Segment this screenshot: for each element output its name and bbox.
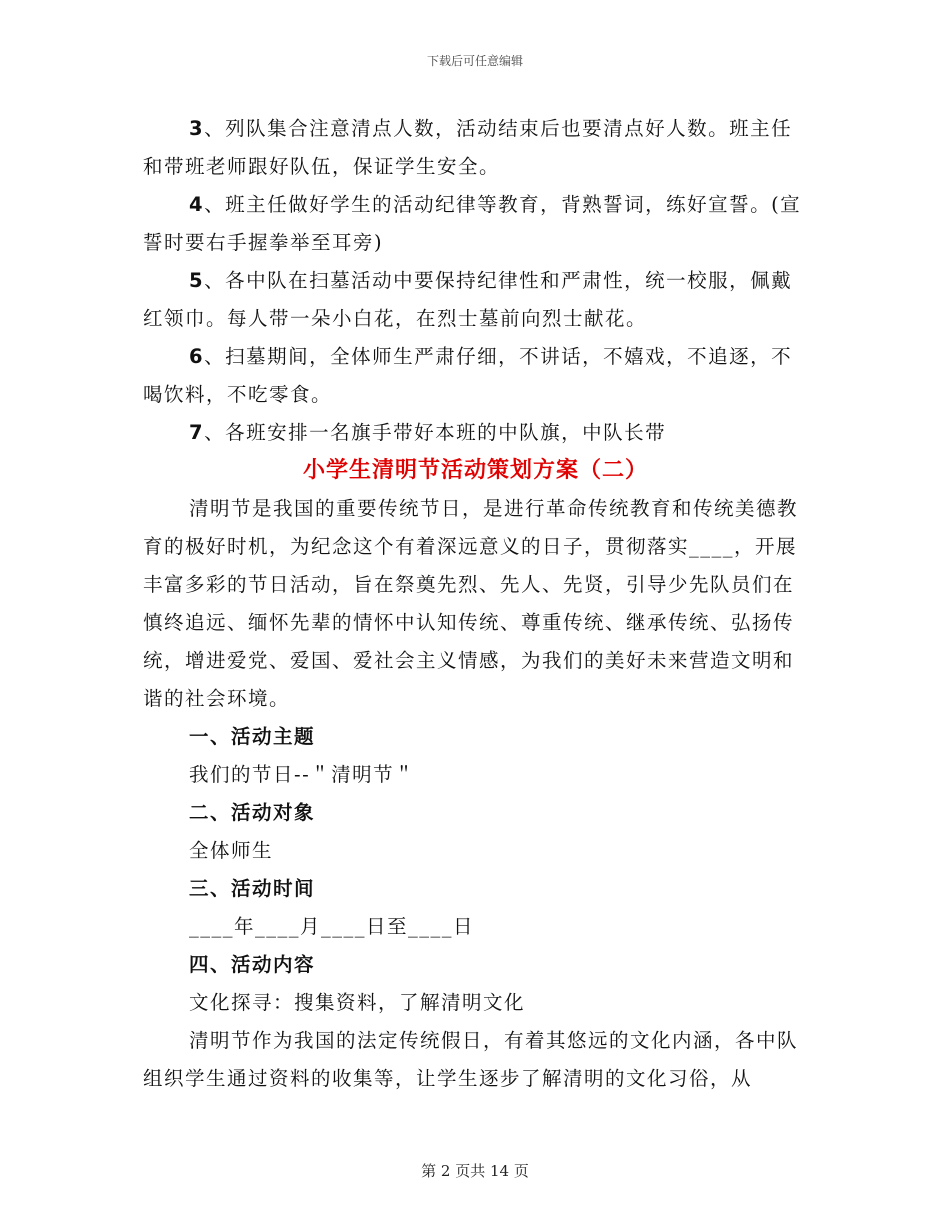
document-body xyxy=(143,110,808,1098)
list-item-text: 、班主任做好学生的活动纪律等教育，背熟誓词，练好宣誓。(宣誓时要右手握拳举至耳旁) xyxy=(143,193,802,254)
list-item-number: 5 xyxy=(189,269,205,292)
list-item-text: 、扫墓期间，全体师生严肃仔细，不讲话，不嬉戏，不追逐，不喝饮料，不吃零食。 xyxy=(143,345,793,406)
list-item-number: 3 xyxy=(189,117,205,140)
section-title: 小学生清明节活动策划方案（二） xyxy=(302,458,648,483)
section-body: 全体师生 xyxy=(189,839,274,862)
list-item xyxy=(143,414,808,452)
section-body: 我们的节日--＂清明节＂ xyxy=(189,763,416,786)
page-header: 下载后可任意编辑 xyxy=(426,54,523,68)
list-item xyxy=(143,186,808,262)
list-item xyxy=(143,338,808,414)
section-body: 文化探寻：搜集资料，了解清明文化 xyxy=(189,991,526,1014)
page-footer: 第 2 页共 14 页 xyxy=(421,1162,529,1180)
list-item xyxy=(143,110,808,186)
list-item-text: 、各中队在扫墓活动中要保持纪律性和严肃性，统一校服，佩戴红领巾。每人带一朵小白花，在烈士墓前向烈士献花。 xyxy=(143,269,793,330)
list-item-number: 4 xyxy=(189,193,205,216)
list-item-number: 6 xyxy=(189,345,205,368)
section-heading: 四、活动内容 xyxy=(189,953,316,976)
section-heading: 三、活动时间 xyxy=(189,877,316,900)
intro-paragraph: 清明节是我国的重要传统节日，是进行革命传统教育和传统美德教育的极好时机，为纪念这个有着深远意义的日子，贯彻落实____，开展丰富多彩的节日活动，旨在祭奠先烈、先人、先贤，引导少先队员们在慎终追远、缅怀先辈的情怀中认知传统、尊重传统、继承传统、弘扬传统，增进爱党、爱国、爱社会主义情感，为我们的美好未来营造文明和谐的社会环境。 xyxy=(143,497,799,710)
section-body: ____年____月____日至____日 xyxy=(189,915,475,938)
list-item-text: 、列队集合注意清点人数，活动结束后也要清点好人数。班主任和带班老师跟好队伍，保证学生安全。 xyxy=(143,117,793,178)
list-item-number: 7 xyxy=(189,421,205,444)
section-heading: 二、活动对象 xyxy=(189,801,316,824)
list-item xyxy=(143,262,808,338)
list-item-text: 、各班安排一名旗手带好本班的中队旗，中队长带 xyxy=(204,421,667,444)
section-heading: 一、活动主题 xyxy=(189,725,316,748)
closing-paragraph: 清明节作为我国的法定传统假日，有着其悠远的文化内涵，各中队组织学生通过资料的收集等，让学生逐步了解清明的文化习俗，从 xyxy=(143,1029,799,1090)
